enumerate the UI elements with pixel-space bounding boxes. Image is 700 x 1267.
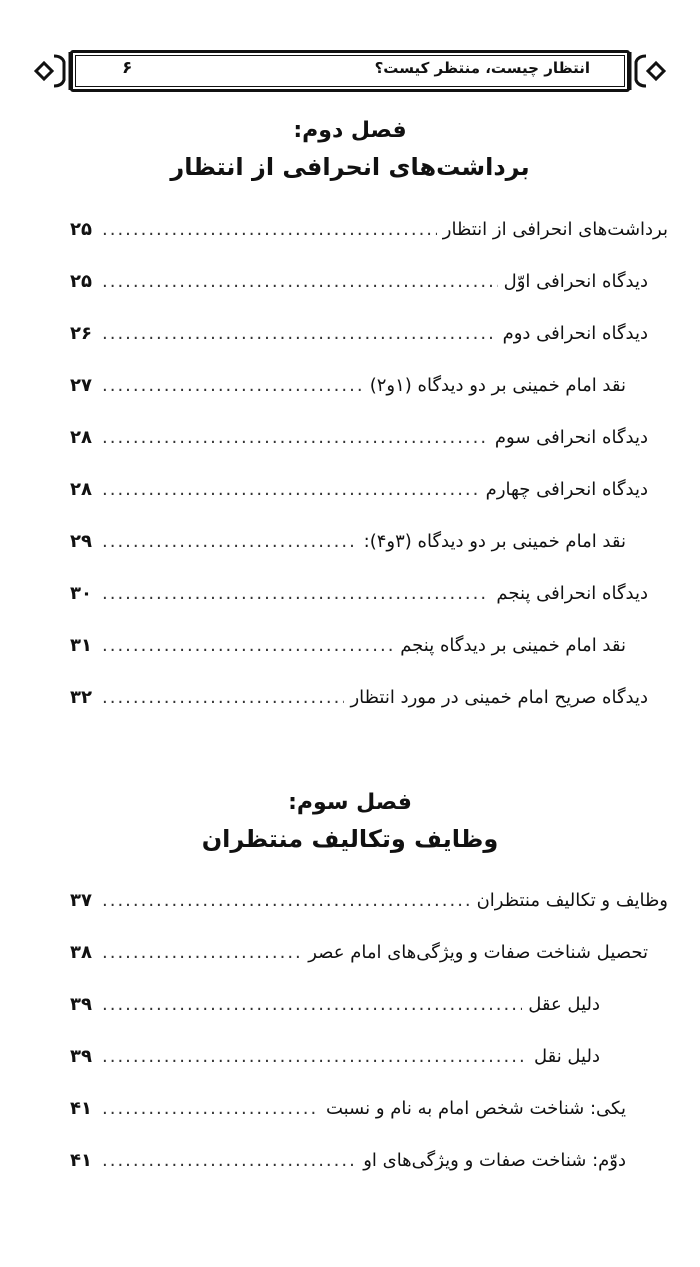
toc-chapter-2 xyxy=(70,219,668,739)
dot-leader xyxy=(102,479,480,500)
toc-entry-page: ۲۸ xyxy=(70,427,92,448)
toc-entry-title: یکی: شناخت شخص امام به نام و نسبت xyxy=(325,1098,626,1119)
dot-leader xyxy=(102,219,437,240)
toc-entry-page: ۴۱ xyxy=(70,1150,92,1171)
toc-entry[interactable] xyxy=(70,531,668,583)
dot-leader xyxy=(102,375,364,396)
toc-entry[interactable] xyxy=(70,942,668,994)
toc-entry-page: ۳۹ xyxy=(70,1046,92,1067)
dot-leader xyxy=(102,271,498,292)
dot-leader xyxy=(102,890,471,911)
toc-entry-title: برداشت‌های انحرافی از انتظار xyxy=(442,219,668,240)
toc-entry[interactable] xyxy=(70,271,668,323)
toc-entry-title: تحصیل شناخت صفات و ویژگی‌های امام عصر xyxy=(308,942,648,963)
chapter-title: برداشت‌های انحرافی از انتظار xyxy=(170,153,530,181)
toc-entry-title: دیدگاه انحرافی پنجم xyxy=(496,583,648,604)
dot-leader xyxy=(102,1046,528,1067)
toc-entry-title: دیدگاه انحرافی دوم xyxy=(502,323,648,344)
dot-leader xyxy=(102,1098,320,1119)
toc-entry[interactable] xyxy=(70,1150,668,1202)
dot-leader xyxy=(102,583,490,604)
dot-leader xyxy=(102,531,358,552)
toc-entry-page: ۳۱ xyxy=(70,635,92,656)
toc-entry[interactable] xyxy=(70,323,668,375)
toc-entry-title: دیدگاه انحرافی سوم xyxy=(494,427,648,448)
toc-entry-page: ۳۷ xyxy=(70,890,92,911)
toc-entry-page: ۴۱ xyxy=(70,1098,92,1119)
page-number: ۶ xyxy=(122,58,133,78)
toc-entry-page: ۳۹ xyxy=(70,994,92,1015)
toc-entry[interactable] xyxy=(70,890,668,942)
toc-entry[interactable] xyxy=(70,427,668,479)
toc-entry-page: ۳۰ xyxy=(70,583,92,604)
dot-leader xyxy=(102,942,302,963)
toc-entry-page: ۲۹ xyxy=(70,531,92,552)
dot-leader xyxy=(102,323,497,344)
toc-entry[interactable] xyxy=(70,994,668,1046)
toc-entry[interactable] xyxy=(70,583,668,635)
toc-entry-title: دیدگاه انحرافی اوّل xyxy=(503,271,648,292)
toc-entry-title: وظایف و تکالیف منتظران xyxy=(476,890,668,911)
dot-leader xyxy=(102,994,522,1015)
dot-leader xyxy=(102,427,489,448)
toc-entry-page: ۳۸ xyxy=(70,942,92,963)
toc-entry-page: ۲۸ xyxy=(70,479,92,500)
toc-entry-page: ۳۲ xyxy=(70,687,92,708)
toc-entry-title: دیدگاه صریح امام خمینی در مورد انتظار xyxy=(350,687,648,708)
toc-entry[interactable] xyxy=(70,1046,668,1098)
toc-chapter-3 xyxy=(70,890,668,1202)
chapter-label: فصل سوم: xyxy=(288,790,412,815)
toc-entry-title: نقد امام خمینی بر دیدگاه پنجم xyxy=(400,635,626,656)
ornament-right-icon xyxy=(622,48,670,94)
toc-entry-title: دیدگاه انحرافی چهارم xyxy=(485,479,648,500)
toc-entry[interactable] xyxy=(70,375,668,427)
toc-entry[interactable] xyxy=(70,1098,668,1150)
toc-entry-page: ۲۶ xyxy=(70,323,92,344)
toc-entry[interactable] xyxy=(70,635,668,687)
dot-leader xyxy=(102,1150,357,1171)
toc-entry-page: ۲۵ xyxy=(70,219,92,240)
toc-entry-page: ۲۵ xyxy=(70,271,92,292)
dot-leader xyxy=(102,687,344,708)
chapter-3-heading xyxy=(40,790,660,853)
dot-leader xyxy=(102,635,394,656)
toc-entry[interactable] xyxy=(70,479,668,531)
toc-entry-title: دلیل نقل xyxy=(533,1046,600,1067)
running-title: انتظار چیست، منتظر کیست؟ xyxy=(374,59,590,77)
toc-entry-title: دلیل عقل xyxy=(528,994,600,1015)
toc-entry[interactable] xyxy=(70,687,668,739)
toc-entry-title: نقد امام خمینی بر دو دیدگاه (۳و۴): xyxy=(363,531,626,552)
toc-entry-title: دوّم: شناخت صفات و ویژگی‌های او xyxy=(363,1150,626,1171)
toc-entry-title: نقد امام خمینی بر دو دیدگاه (۱و۲) xyxy=(369,375,626,396)
chapter-2-heading xyxy=(40,118,660,181)
running-header xyxy=(30,48,670,94)
toc-entry-page: ۲۷ xyxy=(70,375,92,396)
chapter-label: فصل دوم: xyxy=(293,118,407,143)
chapter-title: وظایف وتکالیف منتظران xyxy=(201,825,499,853)
toc-entry[interactable] xyxy=(70,219,668,271)
